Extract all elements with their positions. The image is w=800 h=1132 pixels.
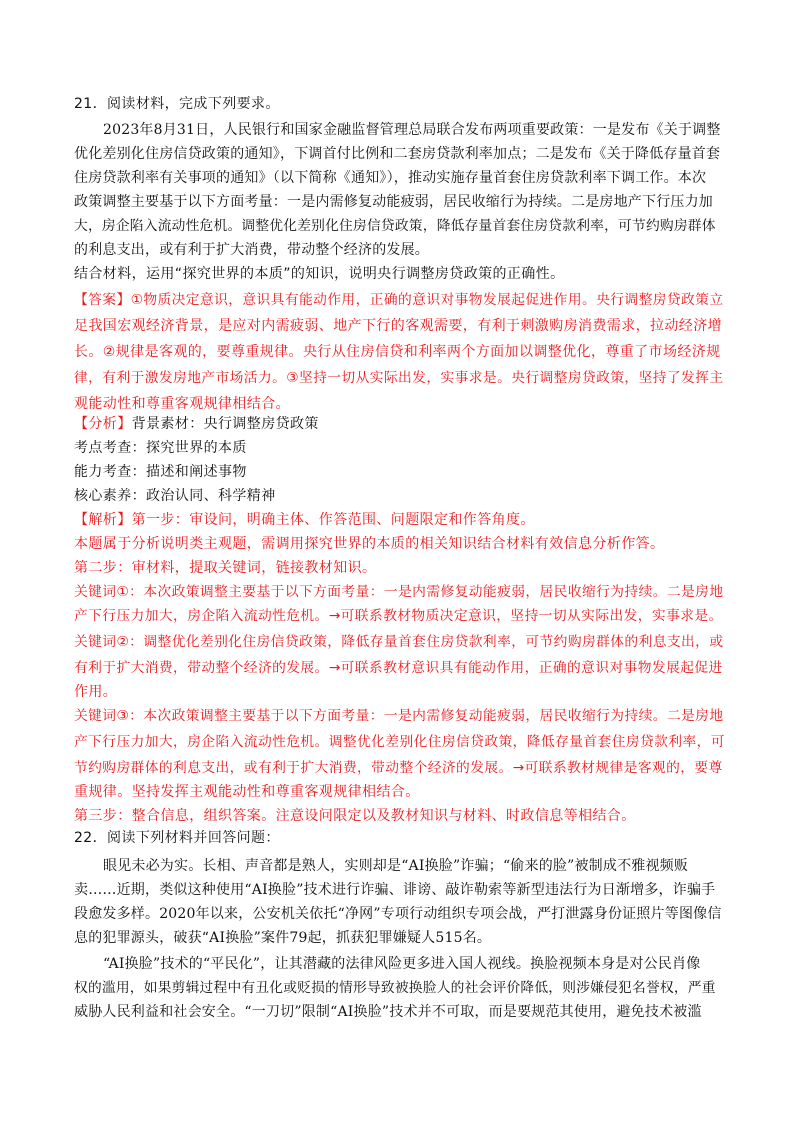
q22-material-line: 权的滥用，如果剪辑过程中有丑化或贬损的情形导致被换脸人的社会评价降低，则涉嫌侵犯名誉权，严重 [74, 980, 716, 996]
q21-explain-line: 产下行压力加大，房企陷入流动性危机。→可联系教材物质决定意识，坚持一切从实际出发，实事求是。 [74, 608, 723, 624]
q21-explain-line: 关键词①：本次政策调整主要基于以下方面考量：一是内需修复动能疲弱，居民收缩行为持续。二是房地 [74, 584, 724, 600]
q21-answer-line: 长。②规律是客观的，要尊重规律。央行从住房信贷和利率两个方面加以调整优化，尊重了市场经济规 [74, 344, 721, 360]
q21-answer-line: 【答案】①物质决定意识，意识具有能动作用，正确的意识对事物发展起促进作用。央行调整房贷政策立 [74, 292, 724, 308]
q21-material-line: 大，房企陷入流动性危机。调整优化差别化住房信贷政策，降低存量首套住房贷款利率，可节约购房群体 [74, 218, 716, 234]
q21-explain-line: 关键词②：调整优化差别化住房信贷政策，降低存量首套住房贷款利率，可节约购房群体的利息支出，或 [74, 634, 724, 650]
q21-explain-line: 节约购房群体的利息支出，或有利于扩大消费，带动整个经济的发展。→可联系教材规律是客观的，要尊 [74, 760, 723, 776]
q21-answer-line: 律，有利于激发房地产市场活力。③坚持一切从实际出发，实事求是。央行调整房贷政策，坚持了发挥主 [74, 370, 724, 386]
q21-explain-line: 关键词③：本次政策调整主要基于以下方面考量：一是内需修复动能疲弱，居民收缩行为持续。二是房地 [74, 708, 724, 724]
q22-material-line: 段愈发多样。2020年以来，公安机关依托“净网”专项行动组织专项会战，严打泄露身份证照片等图像信 [74, 906, 722, 922]
q21-material-line: 优化差别化住房信贷政策的通知》，下调首付比例和二套房贷款利率加点；二是发布《关于降低存量首套 [74, 146, 721, 162]
q21-title: 21．阅读材料，完成下列要求。 [74, 96, 280, 112]
q22-material-line: “AI换脸”技术的“平民化”，让其潜藏的法律风险更多进入国人视线。换脸视频本身是对公民肖像 [103, 956, 701, 972]
analysis-label: 【分析】 [74, 416, 132, 432]
q22-material-line: 威胁人民利益和社会安全。“一刀切”限制“AI换脸”技术并不可取，而是要规范其使用，避免技术被滥 [74, 1004, 702, 1020]
q21-explain-line: 作用。 [74, 684, 118, 700]
q21-answer-line: 足我国宏观经济背景，是应对内需疲弱、地产下行的客观需要，有利于刺激购房消费需求，拉动经济增 [74, 318, 722, 334]
q21-ability: 能力考查：描述和阐述事物 [74, 464, 247, 480]
q22-material-line: 卖……近期，类似这种使用“AI换脸”技术进行诈骗、诽谤、敲诈勒索等新型违法行为日渐增多，诈骗手 [74, 882, 716, 898]
q21-explain-line: 【解析】第一步：审设问，明确主体、作答范围、问题限定和作答角度。 [74, 512, 535, 528]
q21-material-line: 2023年8月31日，人民银行和国家金融监督管理总局联合发布两项重要政策：一是发布《关于调整 [103, 122, 721, 138]
q21-exam-point: 考点考查：探究世界的本质 [74, 440, 247, 456]
q21-explain-line: 本题属于分析说明类主观题，需调用探究世界的本质的相关知识结合材料有效信息分析作答。 [74, 536, 665, 552]
q21-material-line: 政策调整主要基于以下方面考量：一是内需修复动能疲弱，居民收缩行为持续。二是房地产下行压力加 [74, 194, 713, 210]
q21-material-line: 住房贷款利率有关事项的通知》（以下简称《通知》），推动实施存量首套住房贷款利率下调工作。本次 [74, 170, 707, 186]
q21-material-line: 的利息支出，或有利于扩大消费，带动整个经济的发展。 [74, 242, 429, 258]
q22-title: 22．阅读下列材料并回答问题： [74, 830, 280, 846]
q22-material-line: 息的犯罪源头，破获“AI换脸”案件79起，抓获犯罪嫌疑人515名。 [74, 930, 492, 946]
analysis-text: 背景素材：央行调整房贷政策 [131, 416, 319, 432]
q21-explain-line: 第二步：审材料，提取关键词，链接教材知识。 [74, 560, 377, 576]
q22-material-line: 眼见未必为实。长相、声音都是熟人，实则却是“AI换脸”诈骗；“偷来的脸”被制成不雅视频贩 [103, 858, 689, 874]
q21-explain-line: 重规律。坚持发挥主观能动性和尊重客观规律相结合。 [74, 784, 420, 800]
q21-explain-line: 第三步：整合信息，组织答案。注意设问限定以及教材知识与材料、时政信息等相结合。 [74, 808, 636, 824]
q21-literacy: 核心素养：政治认同、科学精神 [74, 488, 276, 504]
q21-question: 结合材料，运用“探究世界的本质”的知识，说明央行调整房贷政策的正确性。 [74, 266, 565, 282]
q21-analysis [74, 414, 319, 434]
q21-explain-line: 有利于扩大消费，带动整个经济的发展。→可联系教材意识具有能动作用，正确的意识对事物发展起促进 [74, 660, 723, 676]
q21-explain-line: 产下行压力加大，房企陷入流动性危机。调整优化差别化住房信贷政策，降低存量首套住房贷款利率，可 [74, 734, 725, 750]
q21-answer-line: 观能动性和尊重客观规律相结合。 [74, 396, 290, 412]
